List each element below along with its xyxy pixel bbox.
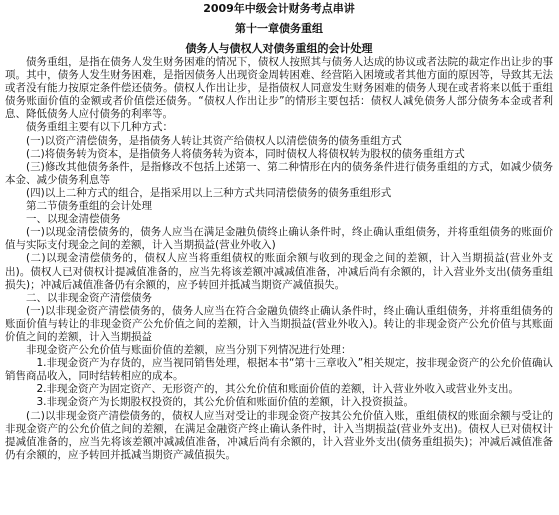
paragraph: (四)以上二种方式的组合，是指采用以上三种方式共同清偿债务的债务重组形式 [26,186,392,199]
paragraph: (一)以非现金资产清偿债务的，债务人应当在符合金融负债终止确认条件时，终止确认重组债务，并将重组债务的账面价值与转让的非现金资产公允价值之间的差额，计入当期损益(营业外收入)。转让的非现金资产公允价值与其账面价值之间的差额，计入当期损益 [5,304,553,343]
paragraph: 3.非现金资产为长期股权投资的，其公允价值和账面价值的差额，计入投资损益。 [36,396,415,409]
paragraph: 一、以现金清偿债务 [26,213,121,226]
paragraph: (一)以资产清偿债务，是指债务人转让其资产给债权人以清偿债务的债务重组方式 [26,134,402,147]
paragraph: 2.非现金资产为固定资产、无形资产的，其公允价值和账面价值的差额，计入营业外收入或营业外支出。 [36,383,520,396]
paragraph: (二)以现金清偿债务的，债权人应当将重组债权的账面余额与收到的现金之间的差额，计入当期损益(营业外支出)。债权人已对债权计提减值准备的，应当先将该差额冲减减值准备，冲减后尚有余额的，计入营业外支出(债务重组损失)；冲减后减值准备仍有余额的，应予转回并抵减当期资产减值损失。 [5,252,553,291]
paragraph: (三)修改其他债务条件，是指修改不包括上述第一、第二种情形在内的债务条件进行债务重组的方式，如减少债务本金、减少债务利息等 [5,160,553,186]
chapter-title: 第十一章债务重组 [235,22,323,35]
paragraph: (一)以现金清偿债务的，债务人应当在满足金融负债终止确认条件时，终止确认重组债务，并将重组债务的账面价值与实际支付现金之间的差额，计入当期损益(营业外收入) [5,226,553,252]
paragraph: 债务重组，是指在债务人发生财务困难的情况下，债权人按照其与债务人达成的协议或者法院的裁定作出让步的事项。其中，债务人发生财务困难，是指因债务人出现资金周转困难、经营陷入困境或者其他方面的原因等，导致其无法或者没有能力按原定条件偿还债务。债权人作出让步，是指债权人同意发生财务困难的债务人现在或者将来以低于重组债务账面价值的金额或者价值偿还债务。“债权人作出让步”的情形主要包括：债权人减免债务人部分债务本金或者利息、降低债务人应付债务的利率等。 [5,56,553,121]
paragraph: (二)将债务转为资本，是指债务人将债务转为资本，同时债权人将债权转为股权的债务重组方式 [26,147,465,160]
document-body [5,56,553,462]
section-title: 债务人与债权人对债务重组的会计处理 [185,42,373,55]
paragraph: 第二节债务重组的会计处理 [26,200,152,213]
paragraph: 1.非现金资产为存货的，应当视同销售处理，根据本书“第十三章收入”相关规定，按非现金资产的公允价值确认销售商品收入，同时结转相应的成本。 [5,357,553,383]
paragraph: (二)以非现金资产清偿债务的，债权人应当对受让的非现金资产按其公允价值入账，重组债权的账面余额与受让的非现金资产的公允价值之间的差额，在满足金融资产终止确认条件时，计入当期损益(营业外支出)。债权人已对债权计提减值准备的，应当先将该差额冲减减值准备，冲减后尚有余额的，计入营业外支出(债务重组损失)；冲减后减值准备仍有余额的，应予转回并抵减当期资产减值损失。 [5,409,553,461]
document-title: 2009年中级会计财务考点串讲 [203,2,355,15]
paragraph: 债务重组主要有以下几种方式： [26,121,173,134]
paragraph: 非现金资产公允价值与账面价值的差额，应当分别下列情况进行处理： [26,344,352,357]
paragraph: 二、以非现金资产清偿债务 [26,291,152,304]
